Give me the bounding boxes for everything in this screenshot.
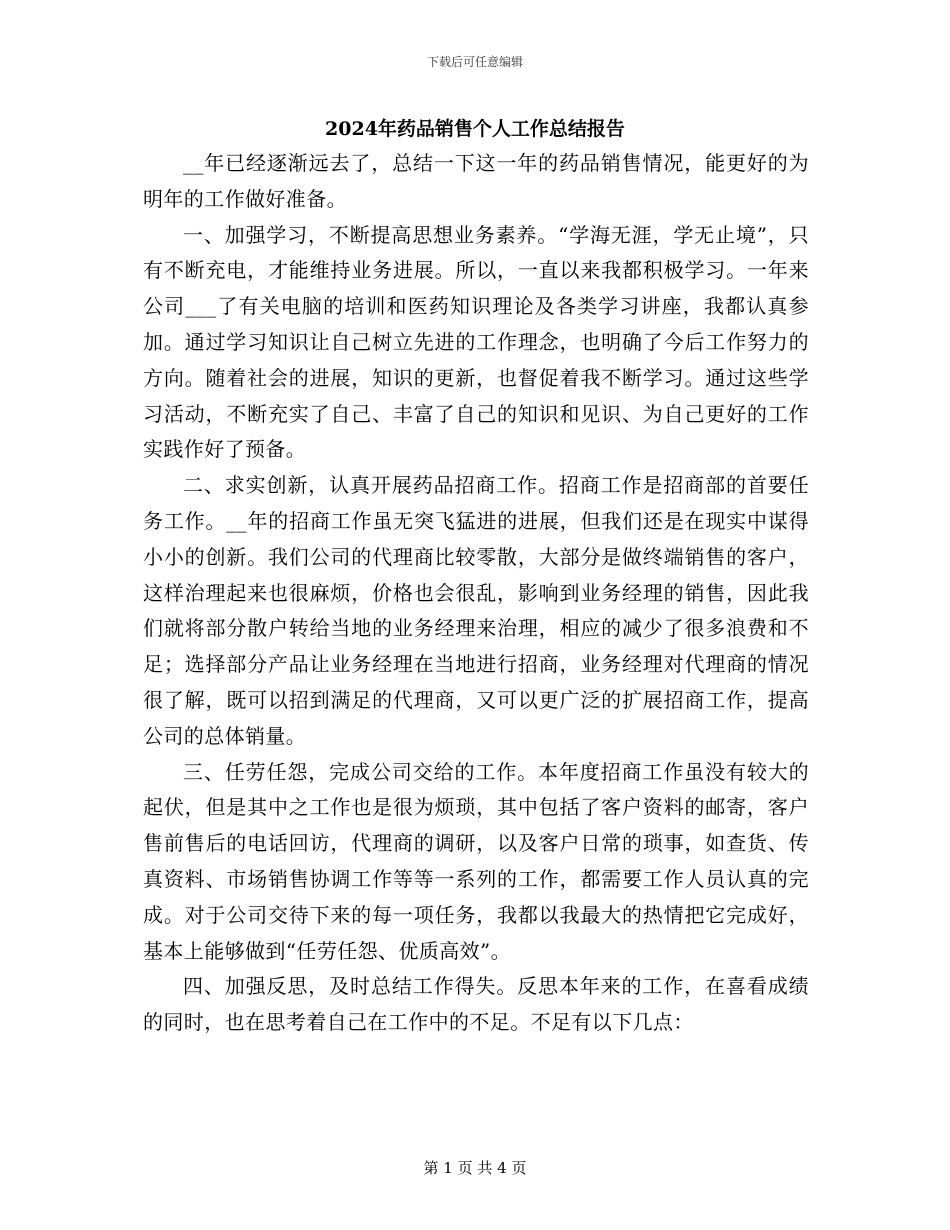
document-body: [143, 146, 809, 1041]
paragraph-section-4: 四、加强反思，及时总结工作得失。反思本年来的工作，在喜看成绩的同时，也在思考着自己在工作中的不足。不足有以下几点：: [143, 974, 809, 1035]
paragraph-section-1: 一、加强学习，不断提高思想业务素养。“学海无涯，学无止境”，只有不断充电，才能维持业务进展。所以，一直以来我都积极学习。一年来公司___了有关电脑的培训和医药知识理论及各类学习讲座，我都认真参加。通过学习知识让自己树立先进的工作理念，也明确了今后工作努力的方向。随着社会的进展，知识的更新，也督促着我不断学习。通过这些学习活动，不断充实了自己、丰富了自己的知识和见识、为自己更好的工作实践作好了预备。: [143, 222, 809, 462]
page-number-footer: 第 1 页 共 4 页: [423, 1159, 527, 1177]
document-title: 2024年药品销售个人工作总结报告: [325, 118, 625, 140]
paragraph-section-3: 三、任劳任怨，完成公司交给的工作。本年度招商工作虽没有较大的起伏，但是其中之工作也是很为烦琐，其中包括了客户资料的邮寄，客户售前售后的电话回访，代理商的调研，以及客户日常的琐事，如查货、传真资料、市场销售协调工作等等一系列的工作，都需要工作人员认真的完成。对于公司交待下来的每一项任务，我都以我最大的热情把它完成好，基本上能够做到“任劳任怨、优质高效”。: [143, 759, 809, 963]
paragraph-intro: __年已经逐渐远去了，总结一下这一年的药品销售情况，能更好的为明年的工作做好准备。: [143, 151, 809, 211]
page-header-note: 下载后可任意编辑: [426, 55, 523, 69]
paragraph-section-2: 二、求实创新，认真开展药品招商工作。招商工作是招商部的首要任务工作。__年的招商工作虽无突飞猛进的进展，但我们还是在现实中谋得小小的创新。我们公司的代理商比较零散，大部分是做终端销售的客户，这样治理起来也很麻烦，价格也会很乱，影响到业务经理的销售，因此我们就将部分散户转给当地的业务经理来治理，相应的减少了很多浪费和不足；选择部分产品让业务经理在当地进行招商，业务经理对代理商的情况很了解，既可以招到满足的代理商，又可以更广泛的扩展招商工作，提高公司的总体销量。: [143, 473, 809, 748]
